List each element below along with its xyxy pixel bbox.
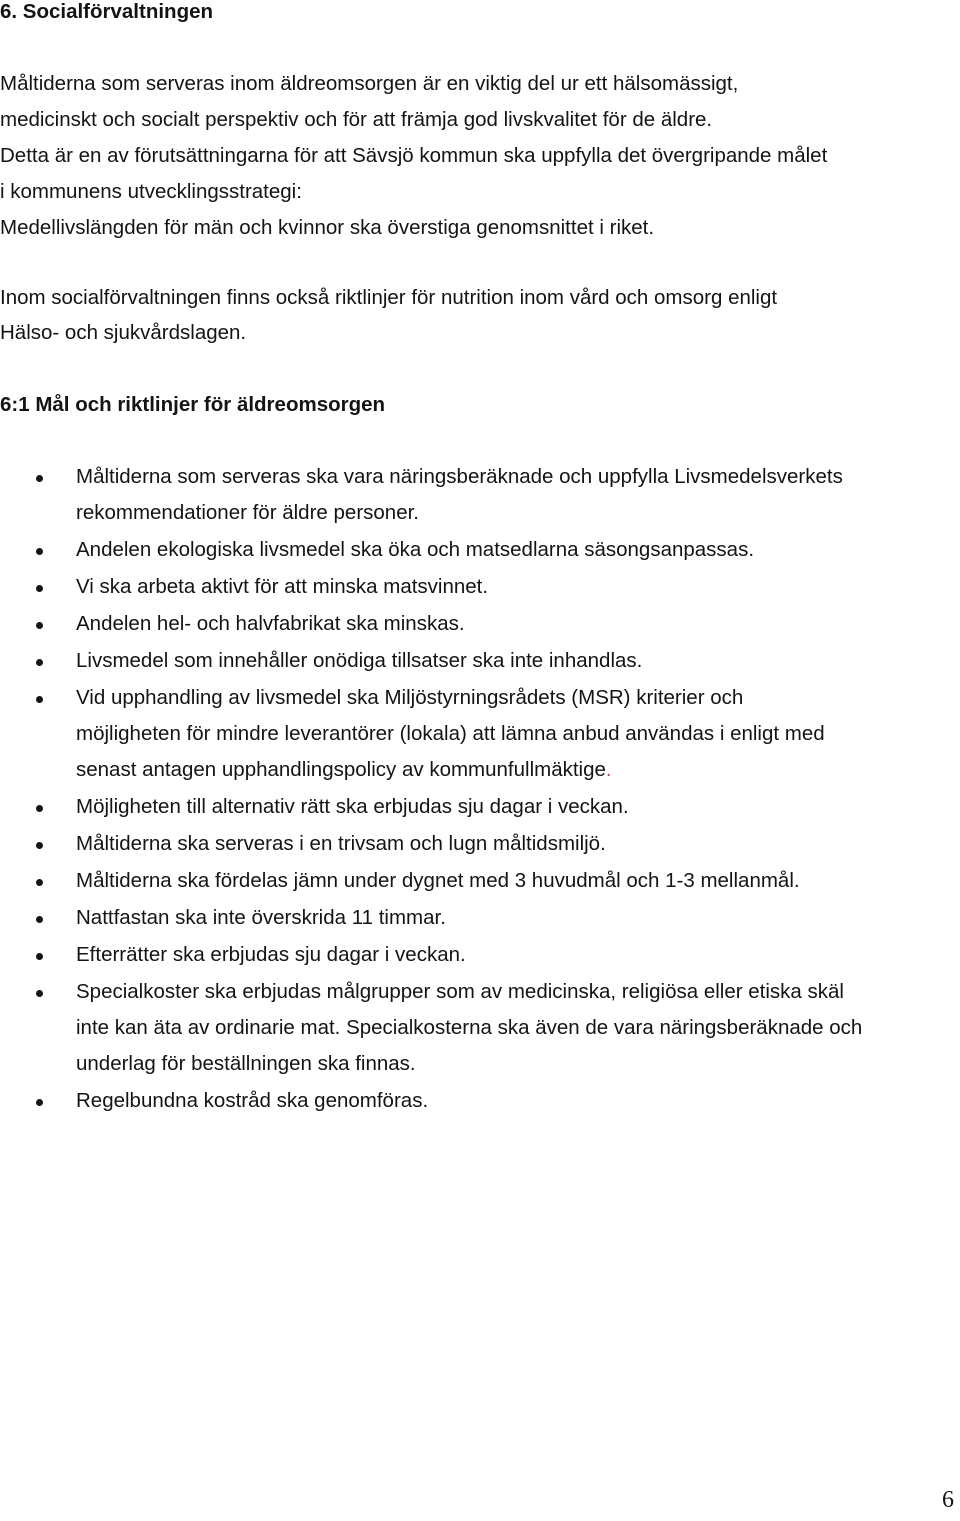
intro-line: medicinskt och socialt perspektiv och för att främja god livskvalitet för de äldre. — [0, 108, 713, 131]
bullet-icon — [36, 805, 43, 812]
list-item — [0, 680, 960, 788]
list-item-line: Specialkoster ska erbjudas målgrupper som av medicinska, religiösa eller etiska skäl — [76, 980, 844, 1003]
list-item-line: inte kan äta av ordinarie mat. Specialkosterna ska även de vara näringsberäknade och — [76, 1016, 863, 1039]
list-item-line: Regelbundna kostråd ska genomföras. — [76, 1089, 429, 1112]
list-item — [0, 643, 960, 679]
list-item-line: Andelen ekologiska livsmedel ska öka och matsedlarna säsongsanpassas. — [76, 538, 755, 561]
list-item-line: Måltiderna ska fördelas jämn under dygnet med 3 huvudmål och 1-3 mellanmål. — [76, 869, 800, 892]
list-item-line: underlag för beställningen ska finnas. — [76, 1052, 416, 1075]
bullet-icon — [36, 659, 43, 666]
subsection-heading: 6:1 Mål och riktlinjer för äldreomsorgen — [0, 393, 386, 416]
list-item — [0, 937, 960, 973]
list-item-line: rekommendationer för äldre personer. — [76, 501, 419, 524]
list-item — [0, 974, 960, 1082]
bullet-icon — [36, 842, 43, 849]
page-number: 6 — [942, 1487, 954, 1513]
list-item-line: Måltiderna ska serveras i en trivsam och lugn måltidsmiljö. — [76, 832, 606, 855]
intro-paragraph — [0, 66, 827, 246]
paragraph-line: Inom socialförvaltningen finns också riktlinjer för nutrition inom vård och omsorg enligt — [0, 286, 778, 309]
bullet-icon — [36, 622, 43, 629]
bullet-icon — [36, 879, 43, 886]
intro-line: Medellivslängden för män och kvinnor ska överstiga genomsnittet i riket. — [0, 216, 655, 239]
list-item-text: senast antagen upphandlingspolicy av kommunfullmäktige — [76, 758, 606, 781]
list-item-line: Möjligheten till alternativ rätt ska erbjudas sju dagar i veckan. — [76, 795, 629, 818]
list-item — [0, 789, 960, 825]
list-item-line: Andelen hel- och halvfabrikat ska minskas. — [76, 612, 465, 635]
list-item — [0, 532, 960, 568]
list-item — [0, 826, 960, 862]
intro-line: i kommunens utvecklingsstrategi: — [0, 180, 302, 203]
goals-bullet-list — [0, 459, 960, 1120]
list-item — [0, 569, 960, 605]
list-item-line: Vid upphandling av livsmedel ska Miljöstyrningsrådets (MSR) kriterier och — [76, 686, 744, 709]
bullet-icon — [36, 953, 43, 960]
paragraph-line: Hälso- och sjukvårdslagen. — [0, 321, 247, 344]
intro-line: Detta är en av förutsättningarna för att Sävsjö kommun ska uppfylla det övergripande målet — [0, 144, 828, 167]
bullet-icon — [36, 475, 43, 482]
list-item-line: Livsmedel som innehåller onödiga tillsatser ska inte inhandlas. — [76, 649, 643, 672]
bullet-icon — [36, 990, 43, 997]
nutrition-guidelines-paragraph — [0, 280, 777, 350]
list-item-line: Nattfastan ska inte överskrida 11 timmar. — [76, 906, 446, 929]
intro-line: Måltiderna som serveras inom äldreomsorgen är en viktig del ur ett hälsomässigt, — [0, 72, 739, 95]
bullet-icon — [36, 696, 43, 703]
list-item-line — [76, 752, 960, 788]
list-item — [0, 863, 960, 899]
accent-period: . — [605, 758, 612, 781]
bullet-icon — [36, 548, 43, 555]
list-item-line: Måltiderna som serveras ska vara näringsberäknade och uppfylla Livsmedelsverkets — [76, 465, 843, 488]
list-item — [0, 900, 960, 936]
section-heading: 6. Socialförvaltningen — [0, 0, 214, 23]
bullet-icon — [36, 916, 43, 923]
list-item-line: möjligheten för mindre leverantörer (lokala) att lämna anbud användas i enligt med — [76, 722, 825, 745]
list-item — [0, 459, 960, 531]
bullet-icon — [36, 585, 43, 592]
list-item — [0, 1083, 960, 1119]
list-item — [0, 606, 960, 642]
list-item-line: Vi ska arbeta aktivt för att minska matsvinnet. — [76, 575, 489, 598]
bullet-icon — [36, 1099, 43, 1106]
list-item-line: Efterrätter ska erbjudas sju dagar i veckan. — [76, 943, 466, 966]
